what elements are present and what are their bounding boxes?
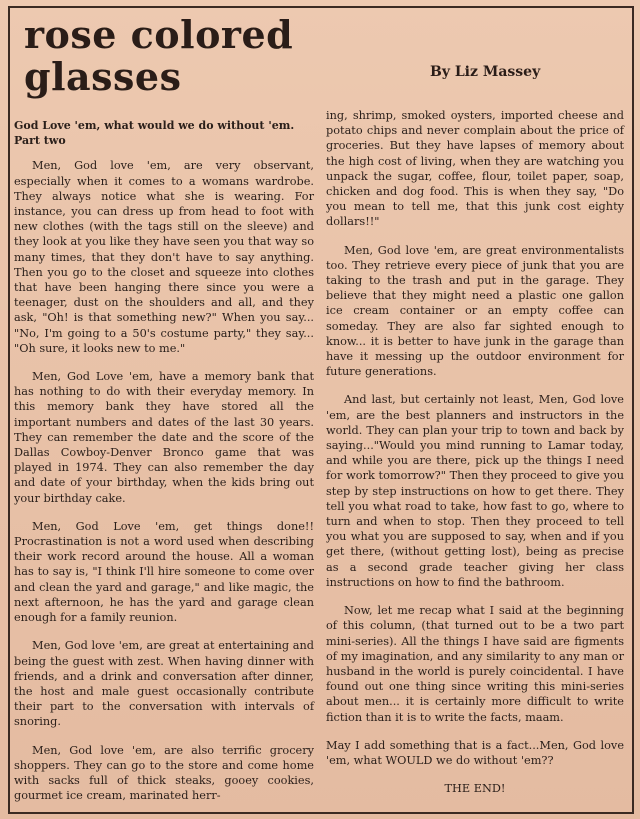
- column-title: [24, 14, 324, 98]
- intro-heading: [14, 118, 314, 148]
- left-column: [14, 118, 314, 816]
- title-line-1: rose colored: [24, 12, 294, 57]
- right-column: [326, 108, 624, 809]
- paragraph: Now, let me recap what I said at the beginning of this column, (that turned out to be a two part mini-series). All the things I have said are figments of my imagination, and any similarity to any man or husband in the world is purely coincidental. I have found out one thing since writing this mini-series about men... it is certainly more difficult to write fiction than it is to write the facts, maam.: [326, 604, 624, 724]
- paragraph: ing, shrimp, smoked oysters, imported cheese and potato chips and never complain about the price of groceries. But they have lapses of memory about the high cost of living, when they are watching you unpack the sugar, coffee, flour, toilet paper, soap, chicken and dog food. This is when they say, "Do you mean to tell me, that this junk cost eighty dollars!!": [326, 109, 624, 229]
- paragraph: Men, God Love 'em, get things done!! Procrastination is not a word used when describing their work record around the house. All a woman has to say is, "I think I'll hire someone to come over and clean the yard and garage," and like magic, the next afternoon, he has the yard and garage clean enough for a family reunion.: [14, 519, 314, 625]
- intro-line-2: Part two: [14, 134, 66, 148]
- byline: By Liz Massey: [430, 64, 541, 80]
- title-line-2: glasses: [24, 54, 182, 99]
- closing-paragraph: May I add something that is a fact...Men, God love 'em, what WOULD we do without 'em??: [326, 738, 624, 767]
- paragraph: Men, God Love 'em, have a memory bank that has nothing to do with their everyday memory. In this memory bank they have stored all the important numbers and dates of the last 30 years. They can remember the date and the score of the Dallas Cowboy-Denver Bronco game that was played in 1974. They can also remember the day and date of your birthday, when the kids bring out your birthday cake.: [14, 370, 314, 505]
- intro-line-1: God Love 'em, what would we do without 'em.: [14, 119, 295, 132]
- paragraph: Men, God love 'em, are great environmentalists too. They retrieve every piece of junk that you are taking to the trash and put in the garage. They believe that they might need a plastic one gallon ice cream container or an empty coffee can someday. They are also far sighted enough to know... it is better to have junk in the garage than have it messing up the outdoor environment for future generations.: [326, 243, 624, 379]
- paragraph: Men, God love 'em, are great at entertaining and being the guest with zest. When having dinner with friends, and a drink and conversation after dinner, the host and male guest occasionally contribute their part to the conversation with intervals of snoring.: [14, 639, 314, 729]
- paragraph: Men, God love 'em, are very observant, especially when it comes to a womans wardrobe. They always notice what she is wearing. For instance, you can dress up from head to foot with new clothes (with the tags still on the sleeve) and they look at you like they have seen you that way so many times, that they don't have to say anything. Then you go to the closet and squeeze into clothes that have been hanging there since you were a teenager, dust on the shoulders and all, and they ask, "Oh! is that something new?" When you say... "No, I'm going to a 50's costume party," they say... "Oh sure, it looks new to me.": [14, 159, 314, 355]
- paragraph: Men, God love 'em, are also terrific grocery shoppers. They can go to the store and come home with sacks full of thick steaks, gooey cookies, gourmet ice cream, marinated herr-: [14, 743, 314, 803]
- the-end: THE END!: [444, 782, 506, 796]
- paragraph: And last, but certainly not least, Men, God love 'em, are the best planners and instructors in the world. They can plan your trip to town and back by saying..."Would you mind running to Lamar today, and while you are there, pick up the things I need for work tomorrow?" Then they proceed to give you step by step instructions on how to get there. They tell you what road to take, how fast to go, where to turn and when to stop. Then they proceed to tell you what you are supposed to say, when and if you get there, (without getting lost), being as precise as a second grade teacher giving her class instructions on how to find the bathroom.: [326, 393, 624, 589]
